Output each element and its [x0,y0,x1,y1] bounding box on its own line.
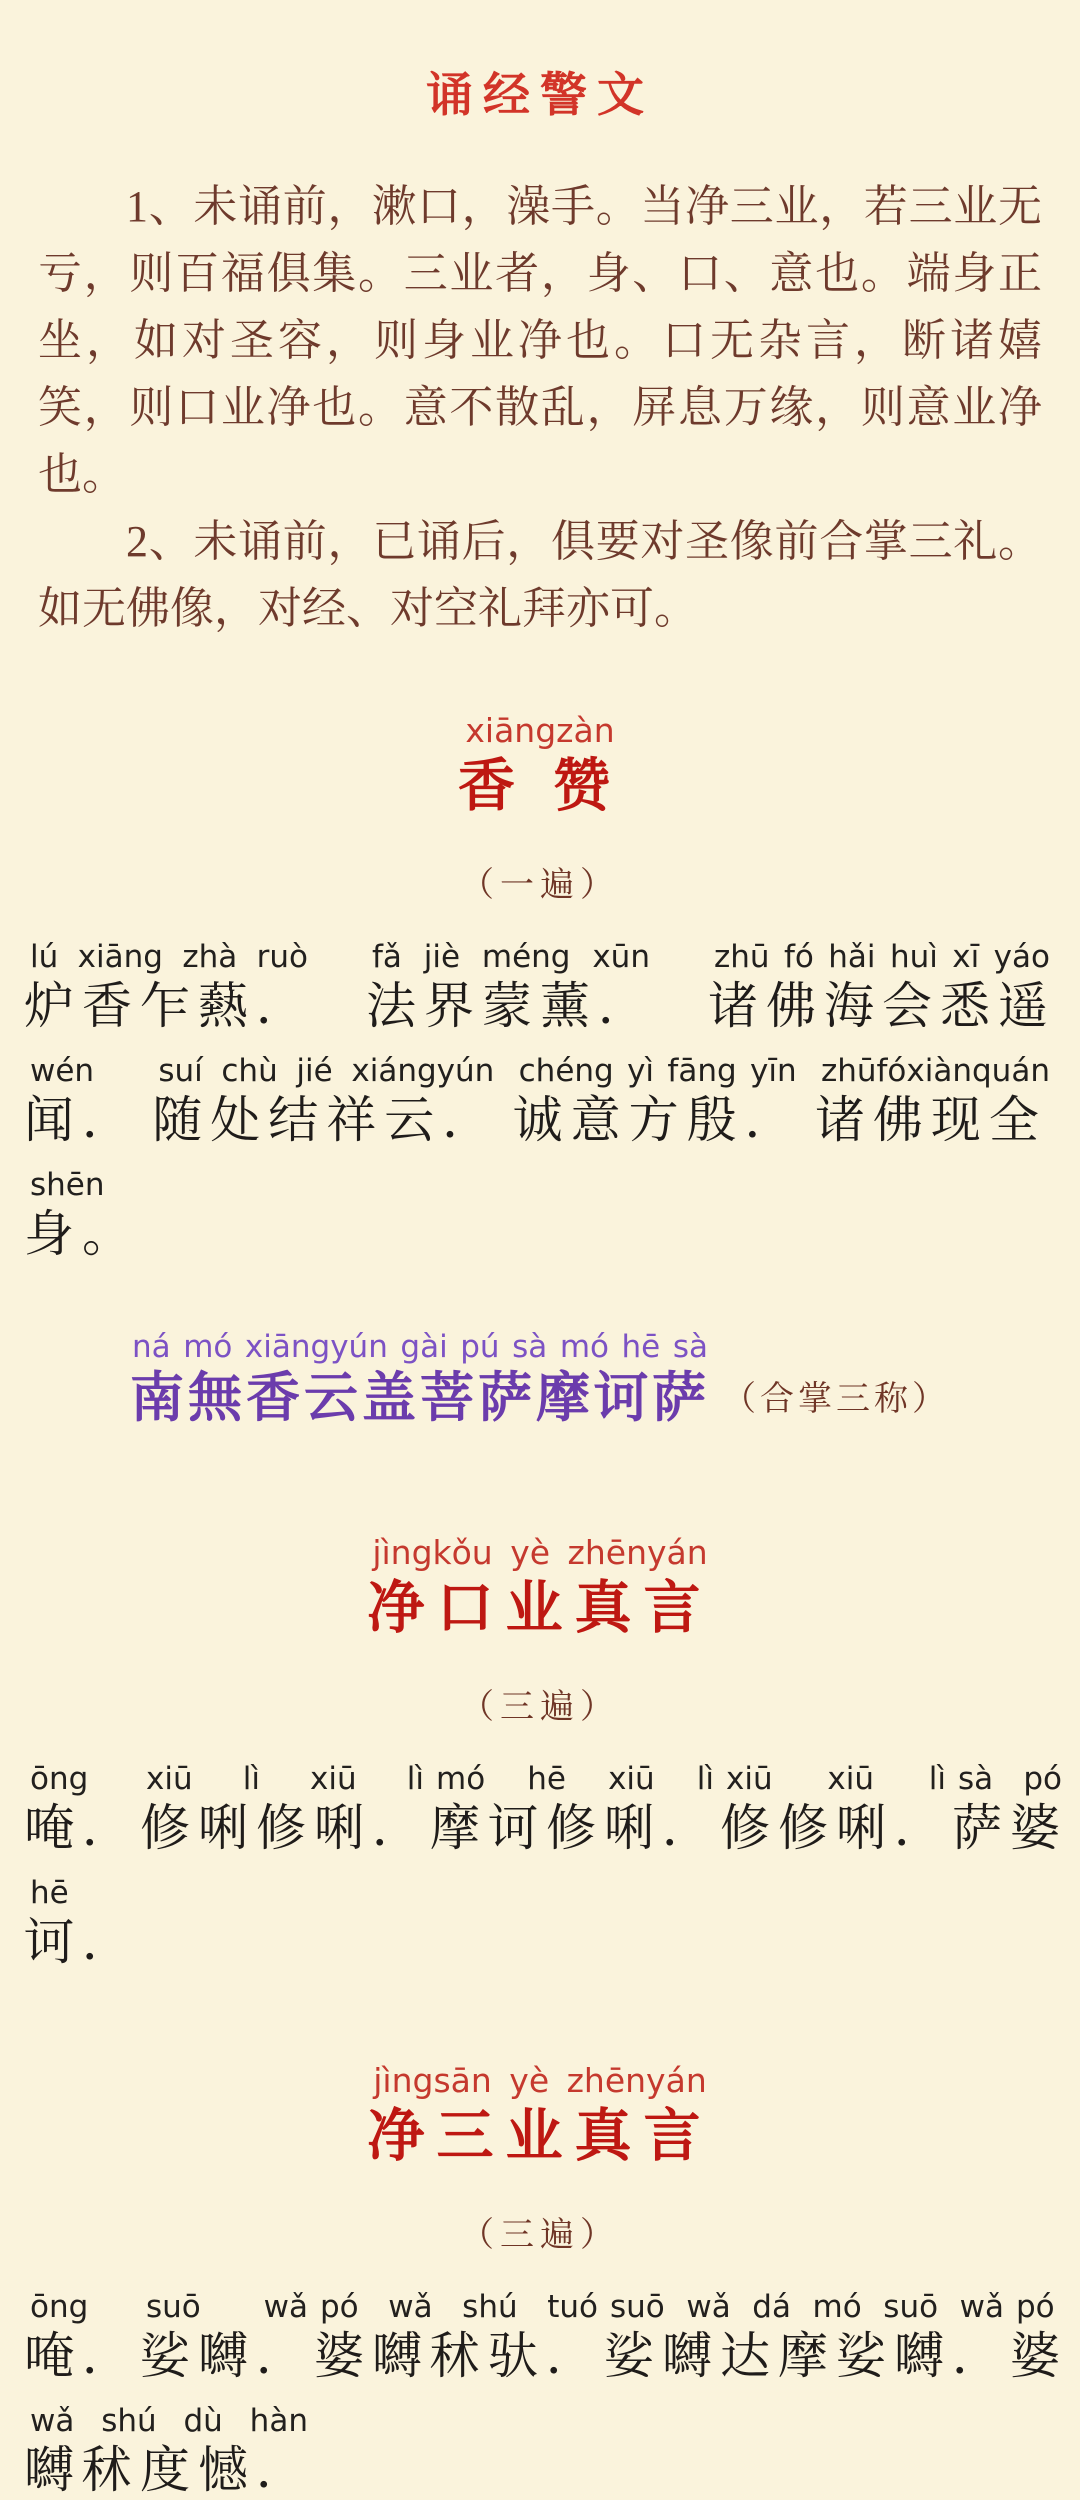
invocation-line [0,1328,1080,1430]
hanzi-text: 唵． [24,1799,140,1857]
pinyin-text: xiū xiū lì [726,1761,946,1797]
hanzi-text: 诸佛海会悉遥 [708,977,1056,1035]
hanzi-text: 娑嚩． [140,2327,314,2385]
section-jingkou [0,1534,1080,1972]
verse-segment [720,1760,952,1858]
section-jingsan-verse [24,2288,1068,2500]
pinyin-text: ná mó xiāngyún gài pú sà mó hē sà [132,1329,708,1365]
verse-line [24,1760,1068,1858]
section-xiangzan-title: 香 赞 [457,755,623,818]
pinyin-text: fǎ jiè méng xūn [372,939,650,975]
hanzi-text: 嚩秫度憾． [24,2441,314,2499]
hanzi-text: 南無香云盖菩萨摩诃萨 [130,1368,710,1428]
section-jingsan-title: 净三业真言 [367,2105,713,2168]
hanzi-text: 婆 [1010,2327,1068,2385]
verse-segment [130,1328,710,1430]
verse-segment [24,1052,140,1150]
section-jingkou-pinyin: jìngkǒu yè zhēnyán [372,1533,708,1572]
section-jingkou-title: 净口业真言 [367,1577,713,1640]
hanzi-text: 摩诃修唎． [430,1799,720,1857]
pinyin-text: pó wǎ shú tuó [320,2289,598,2325]
pinyin-text: mó hē xiū lì [436,1761,714,1797]
verse-segment [24,1874,140,1972]
intro-paragraph-2: 2、未诵前，已诵后，俱要对圣像前合掌三礼。如无佛像，对经、对空礼拜亦可。 [38,517,1042,633]
verse-line [24,1874,1056,1972]
verse-line [24,1052,1056,1150]
pinyin-text: ōng [30,2289,89,2325]
section-jingsan [0,2062,1080,2500]
pinyin-text: chéng yì fāng yīn [518,1053,797,1089]
verse-segment [140,2288,314,2386]
verse-line [24,2288,1068,2386]
pinyin-text: pó [1016,2289,1055,2325]
verse-line [24,1166,1056,1264]
verse-segment [24,2402,314,2500]
verse-segment [140,1760,430,1858]
hanzi-text: 诃． [24,1913,140,1971]
page-title: 诵经警文 [426,70,654,122]
verse-segment [24,1760,140,1858]
verse-segment [152,1052,500,1150]
section-xiangzan [0,712,1080,1264]
verse-segment [24,938,314,1036]
pinyin-text: hē [30,1875,69,1911]
intro-paragraph-1: 1、未诵前，漱口，澡手。当净三业，若三业无亏，则百福俱集。三业者，身、口、意也。端身正坐，如对圣容，则身业净也。口无杂言，断诸嬉笑，则口业净也。意不散乱，屏息万缘，则意业净也。 [38,182,1042,499]
pinyin-text: shēn [30,1167,105,1203]
pinyin-text: zhū fó hǎi huì xī yáo [714,939,1050,975]
hanzi-text: 萨婆 [952,1799,1068,1857]
verse-segment [366,938,656,1036]
hanzi-text: 随处结祥云． [152,1091,501,1149]
invocation-note: （合掌三称） [722,1381,950,1418]
section-jingkou-verse [24,1760,1068,1972]
hanzi-text: 闻． [24,1091,140,1149]
hanzi-text: 修唎修唎． [140,1799,430,1857]
intro-paragraphs [38,173,1042,642]
pinyin-text: xiū lì xiū lì [146,1761,424,1797]
verse-line [24,2402,1056,2500]
verse-segment [513,1052,803,1150]
hanzi-text: 身。 [24,1205,140,1263]
verse-segment [1010,2288,1068,2386]
section-xiangzan-verse [24,938,1056,1264]
pinyin-text: wén [30,1053,95,1089]
section-xiangzan-repeat-note: （一遍） [460,867,620,904]
hanzi-text: 唵． [24,2327,140,2385]
hanzi-text: 修修唎． [720,1799,952,1857]
hanzi-text: 炉香乍爇． [24,977,314,1035]
verse-segment [815,1052,1056,1150]
pinyin-text: suí chù jié xiángyún [158,1053,495,1089]
verse-segment [430,1760,720,1858]
verse-segment [604,2288,1010,2386]
pinyin-text: lú xiāng zhà ruò [30,939,308,975]
verse-segment [24,1166,140,1264]
hanzi-text: 诚意方殷． [512,1091,803,1149]
verse-segment [952,1760,1068,1858]
verse-segment [314,2288,604,2386]
hanzi-text: 婆嚩秫驮． [314,2327,604,2385]
pinyin-text: zhū fó xiànquán [820,1053,1050,1089]
pinyin-text: suō wǎ dá mó suō wǎ [610,2289,1004,2325]
hanzi-text: 娑嚩达摩娑嚩． [604,2327,1010,2385]
section-jingsan-repeat-note: （三遍） [460,2217,620,2254]
verse-segment [708,938,1056,1036]
pinyin-text: suō wǎ [146,2289,308,2325]
hanzi-text: 法界蒙薰． [366,977,656,1035]
pinyin-text: wǎ shú dù hàn [30,2403,308,2439]
pinyin-text: ōng [30,1761,89,1797]
section-xiangzan-pinyin: xiāngzàn [465,711,615,750]
section-jingsan-pinyin: jìngsān yè zhēnyán [373,2061,707,2100]
hanzi-text: 诸佛现全 [814,1091,1047,1149]
verse-line [24,938,1056,1036]
verse-segment [24,2288,140,2386]
pinyin-text: sà pó [958,1761,1062,1797]
section-jingkou-repeat-note: （三遍） [460,1689,620,1726]
